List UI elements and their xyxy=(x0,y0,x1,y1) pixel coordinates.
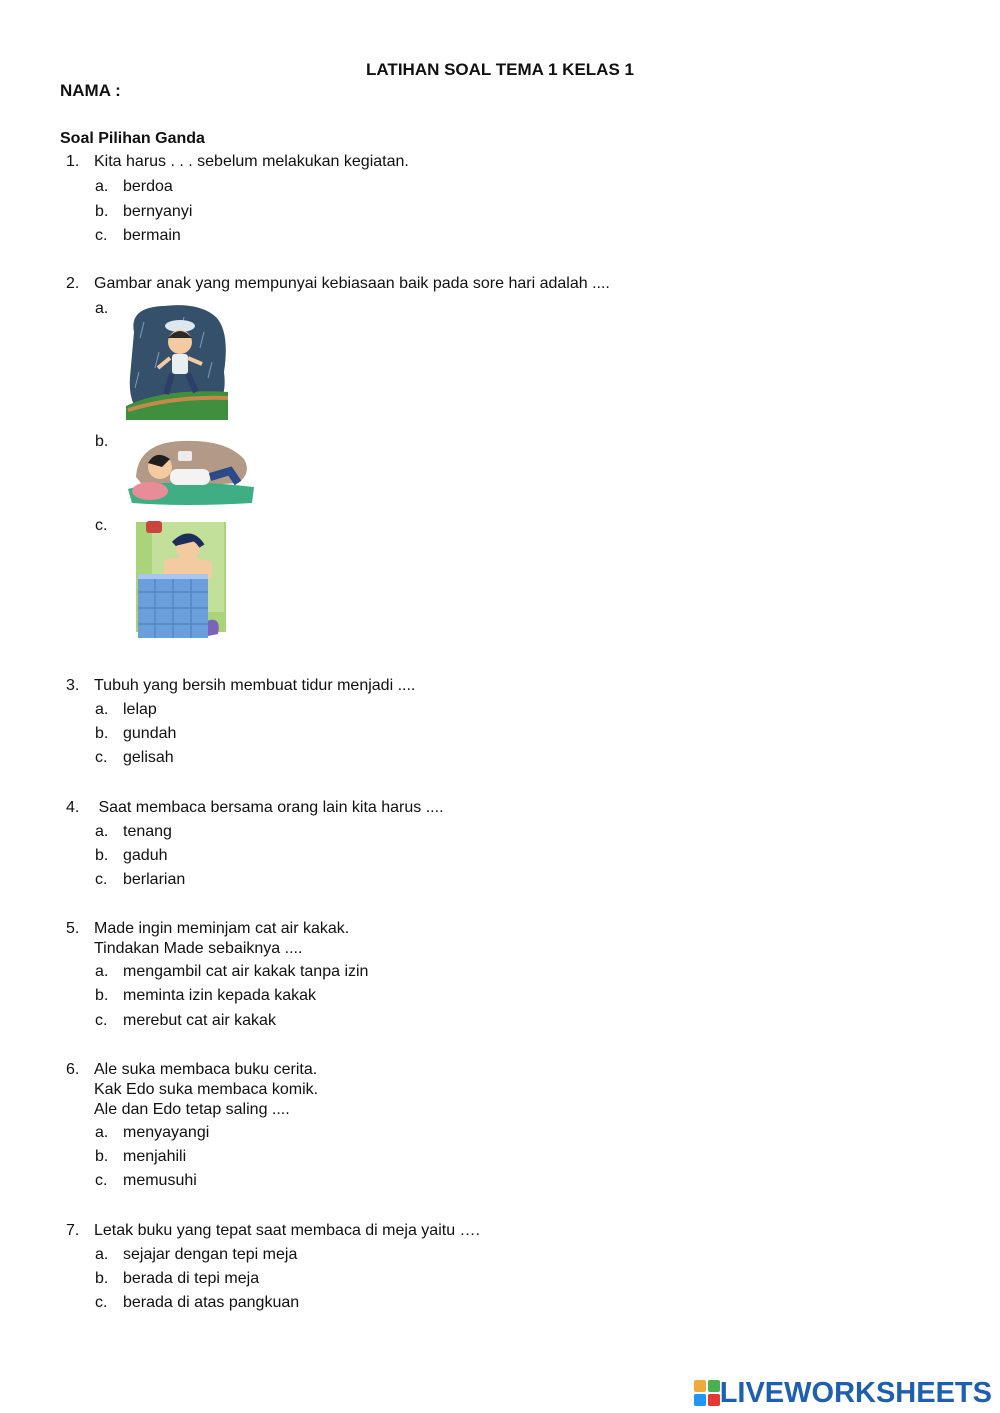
question-number: 4. xyxy=(66,799,80,816)
option-4c[interactable]: c. berlarian xyxy=(95,871,186,888)
option-3a[interactable]: a. lelap xyxy=(95,701,157,718)
question-text: Saat membaca bersama orang lain kita harus .... xyxy=(94,799,444,816)
option-7b[interactable]: b. berada di tepi meja xyxy=(95,1270,260,1287)
option-7a[interactable]: a. sejajar dengan tepi meja xyxy=(95,1246,298,1263)
option-4b[interactable]: b. gaduh xyxy=(95,847,168,864)
question-number: 6. xyxy=(66,1061,80,1078)
question-4 xyxy=(66,798,444,818)
option-2b[interactable]: b. xyxy=(95,433,109,450)
question-5 xyxy=(66,919,349,959)
question-text: Made ingin meminjam cat air kakak. xyxy=(94,920,350,937)
option-1c[interactable]: c. bermain xyxy=(95,227,181,244)
option-5c[interactable]: c. merebut cat air kakak xyxy=(95,1012,276,1029)
question-7 xyxy=(66,1221,480,1241)
option-text: bernyanyi xyxy=(123,203,193,220)
logo-text: LIVEWORKSHEETS xyxy=(719,1376,992,1409)
option-3b[interactable]: b. gundah xyxy=(95,725,177,742)
liveworksheets-logo[interactable] xyxy=(694,1375,992,1411)
option-text: menyayangi xyxy=(123,1124,210,1141)
liveworksheets-logo-icon xyxy=(694,1380,720,1406)
option-6c[interactable]: c. memusuhi xyxy=(95,1172,197,1189)
child-sleeping-picture[interactable] xyxy=(126,437,256,507)
question-6 xyxy=(66,1060,318,1120)
option-text: berada di tepi meja xyxy=(123,1270,260,1287)
question-number: 3. xyxy=(66,677,80,694)
option-text: gelisah xyxy=(123,749,174,766)
option-3c[interactable]: c. gelisah xyxy=(95,749,174,766)
option-text: berada di atas pangkuan xyxy=(123,1294,300,1311)
option-5a[interactable]: a. mengambil cat air kakak tanpa izin xyxy=(95,963,369,980)
option-text: gaduh xyxy=(123,847,168,864)
child-bathing-picture[interactable] xyxy=(134,518,226,642)
section-title: Soal Pilihan Ganda xyxy=(60,130,205,147)
question-text: Gambar anak yang mempunyai kebiasaan baik pada sore hari adalah .... xyxy=(94,275,610,292)
option-text: bermain xyxy=(123,227,181,244)
question-number: 2. xyxy=(66,275,80,292)
child-in-rain-picture[interactable] xyxy=(124,302,230,420)
option-5b[interactable]: b. meminta izin kepada kakak xyxy=(95,987,316,1004)
option-text: berlarian xyxy=(123,871,186,888)
option-1b[interactable]: b. bernyanyi xyxy=(95,203,193,220)
option-2a[interactable]: a. xyxy=(95,300,109,317)
question-text: Kak Edo suka membaca komik. xyxy=(94,1081,319,1098)
question-text: Tindakan Made sebaiknya .... xyxy=(94,940,303,957)
name-label: NAMA : xyxy=(60,81,121,100)
option-6a[interactable]: a. menyayangi xyxy=(95,1124,210,1141)
option-1a[interactable]: a. berdoa xyxy=(95,178,173,195)
question-text: Kita harus . . . sebelum melakukan kegiatan. xyxy=(94,153,409,170)
option-text: sejajar dengan tepi meja xyxy=(123,1246,298,1263)
option-text: meminta izin kepada kakak xyxy=(123,987,316,1004)
option-text: merebut cat air kakak xyxy=(123,1012,276,1029)
option-text: gundah xyxy=(123,725,177,742)
question-number: 1. xyxy=(66,153,80,170)
option-text: mengambil cat air kakak tanpa izin xyxy=(123,963,369,980)
question-3 xyxy=(66,676,415,696)
option-text: lelap xyxy=(123,701,157,718)
page-title: LATIHAN SOAL TEMA 1 KELAS 1 xyxy=(366,60,634,79)
option-2c[interactable]: c. xyxy=(95,517,108,534)
question-text: Letak buku yang tepat saat membaca di meja yaitu …. xyxy=(94,1222,480,1239)
option-6b[interactable]: b. menjahili xyxy=(95,1148,187,1165)
question-text: Ale suka membaca buku cerita. xyxy=(94,1061,318,1078)
question-1 xyxy=(66,152,409,172)
question-number: 7. xyxy=(66,1222,80,1239)
option-7c[interactable]: c. berada di atas pangkuan xyxy=(95,1294,300,1311)
question-2 xyxy=(66,274,610,294)
question-number: 5. xyxy=(66,920,80,937)
question-text: Ale dan Edo tetap saling .... xyxy=(94,1101,290,1118)
option-4a[interactable]: a. tenang xyxy=(95,823,172,840)
option-text: menjahili xyxy=(123,1148,187,1165)
option-text: tenang xyxy=(123,823,172,840)
option-text: memusuhi xyxy=(123,1172,197,1189)
question-text: Tubuh yang bersih membuat tidur menjadi .... xyxy=(94,677,416,694)
option-text: berdoa xyxy=(123,178,173,195)
